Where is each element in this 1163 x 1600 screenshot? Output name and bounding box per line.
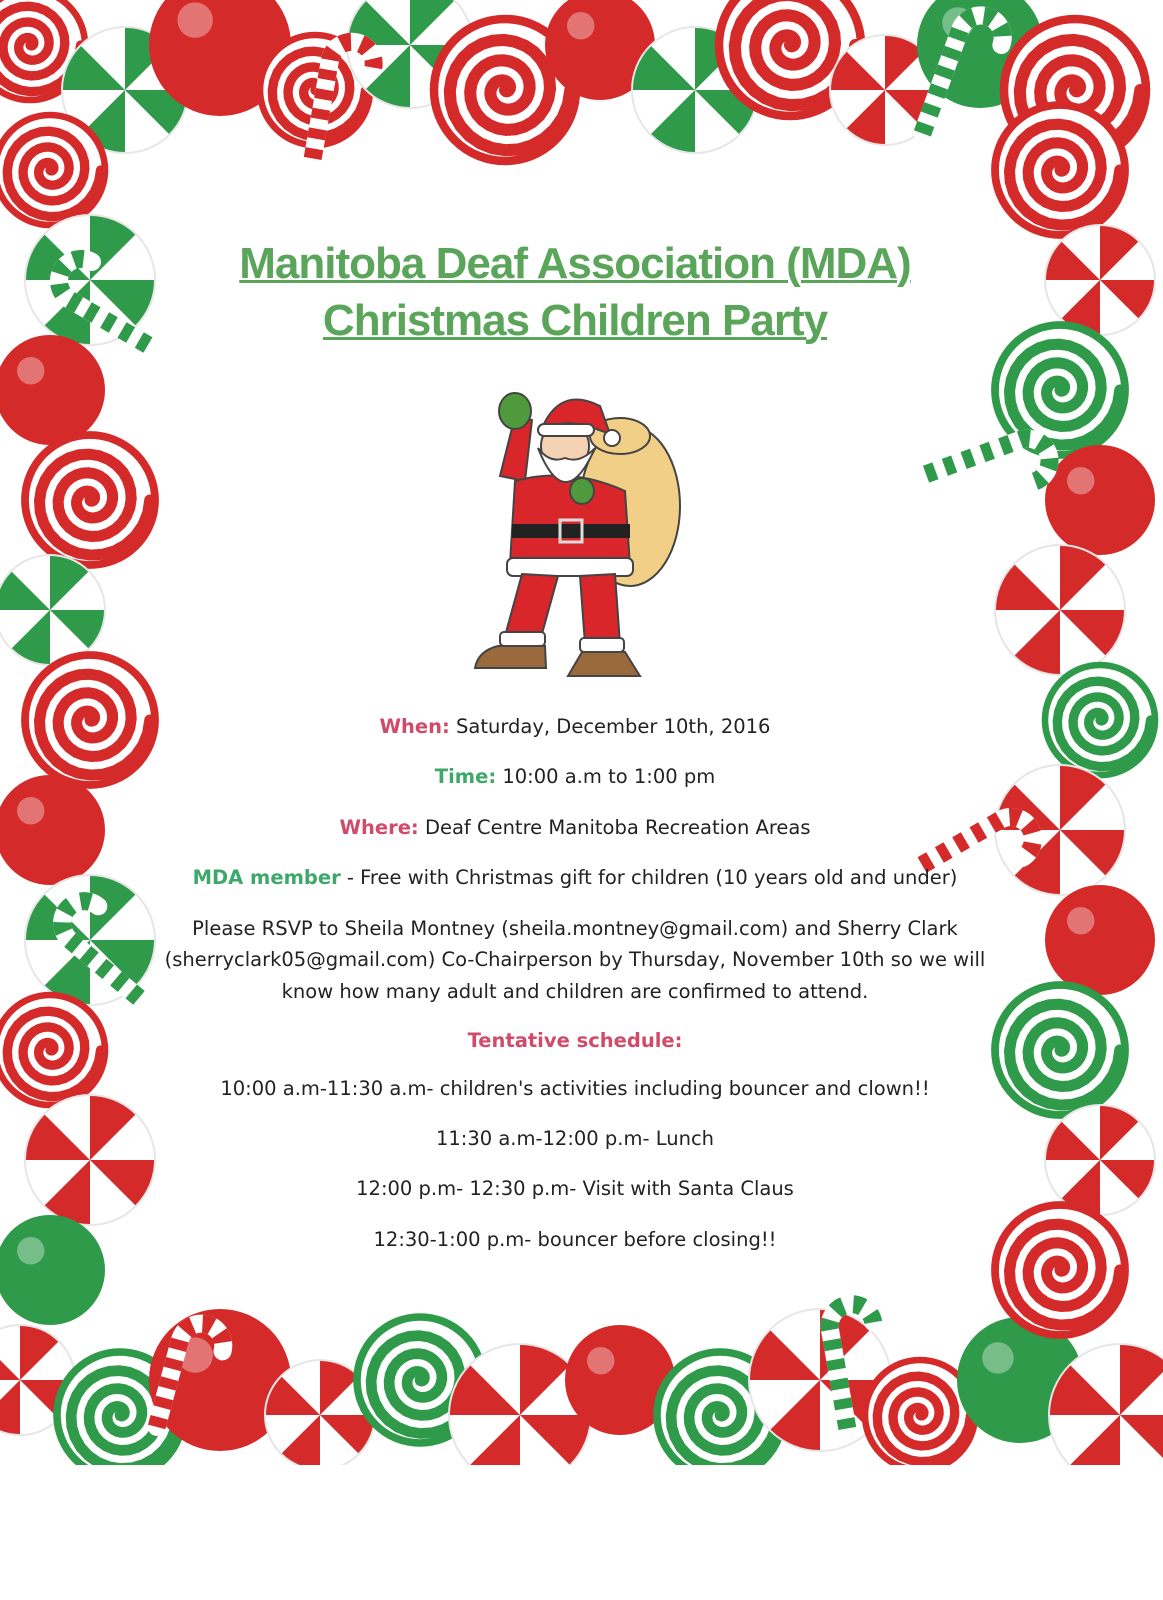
rsvp-text: Please RSVP to Sheila Montney (sheila.montney@gmail.com) and Sherry Clark (sherryclark05@gmail.com) Co-Chairperson by Thursday, November 10th so we will know how many adult and children are confirmed to attend.: [164, 917, 986, 1003]
santa-claus-icon: [460, 386, 690, 686]
schedule-item: 11:30 a.m-12:00 p.m- Lunch: [435, 1127, 715, 1151]
where-line: [150, 815, 1000, 841]
flyer-title-line-1: Manitoba Deaf Association (MDA): [239, 239, 911, 288]
schedule-item: 12:00 p.m- 12:30 p.m- Visit with Santa Claus: [356, 1177, 794, 1201]
time-label: Time:: [434, 765, 497, 789]
when-label: When:: [379, 715, 450, 738]
where-label: Where:: [339, 815, 419, 839]
flyer-title-line-2: Christmas Children Party: [322, 296, 828, 345]
member-line: [150, 865, 1000, 891]
schedule-title: Tentative schedule:: [467, 1028, 683, 1052]
when-line: [150, 714, 1000, 740]
schedule-item: 12:30-1:00 p.m- bouncer before closing!!: [373, 1227, 777, 1251]
time-value: 10:00 a.m to 1:00 pm: [502, 765, 716, 789]
flyer-content: [150, 220, 1000, 1253]
member-label: MDA member: [192, 865, 341, 889]
when-value: Saturday, December 10th, 2016: [456, 715, 771, 738]
schedule-item: 10:00 a.m-11:30 a.m- children's activities including bouncer and clown!!: [220, 1076, 930, 1100]
time-line: [150, 764, 1000, 790]
where-value: Deaf Centre Manitoba Recreation Areas: [424, 815, 811, 839]
member-value: - Free with Christmas gift for children (10 years old and under): [340, 865, 958, 889]
